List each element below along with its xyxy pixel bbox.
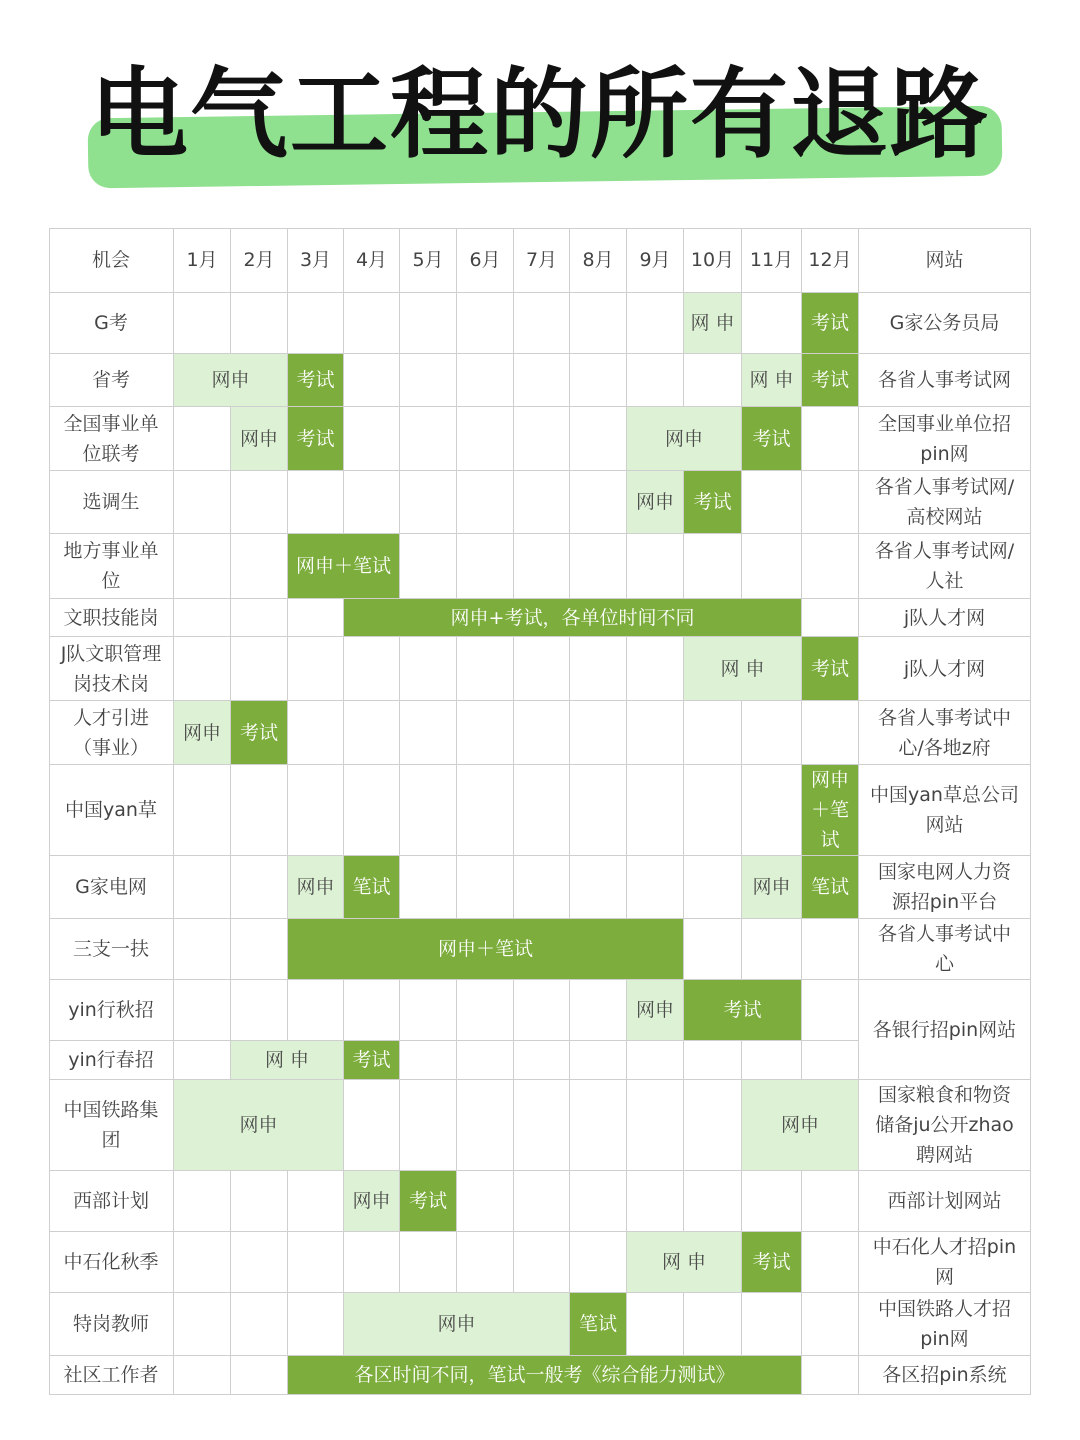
row-name: 西部计划 bbox=[49, 1171, 174, 1232]
month-cell bbox=[174, 534, 231, 599]
page-title: 电气工程的所有退路 bbox=[89, 58, 990, 172]
month-cell bbox=[570, 980, 627, 1041]
row-name: 中石化秋季 bbox=[49, 1232, 174, 1293]
month-cell bbox=[514, 980, 570, 1041]
row-site: 西部计划网站 bbox=[859, 1171, 1031, 1232]
month-cell bbox=[802, 1171, 859, 1232]
month-cell bbox=[344, 1232, 400, 1293]
row-site: 中国铁路人才招pin网 bbox=[859, 1293, 1031, 1356]
month-cell bbox=[514, 856, 570, 919]
header-month: 11月 bbox=[742, 228, 802, 293]
row-name: yin行春招 bbox=[49, 1041, 174, 1080]
month-cell bbox=[174, 1293, 231, 1356]
month-cell bbox=[174, 1356, 231, 1395]
schedule-bar: 网申 bbox=[627, 980, 683, 1040]
schedule-bar: 网 申 bbox=[627, 1232, 741, 1292]
month-cell bbox=[344, 471, 400, 534]
header-month: 9月 bbox=[627, 228, 684, 293]
schedule-bar: 考试 bbox=[684, 471, 741, 533]
row-site: 中石化人才招pin网 bbox=[859, 1232, 1031, 1293]
header-month: 8月 bbox=[570, 228, 627, 293]
month-cell bbox=[231, 856, 288, 919]
schedule-bar: 网申＋笔试 bbox=[288, 919, 683, 979]
month-cell bbox=[570, 293, 627, 354]
month-cell bbox=[514, 637, 570, 701]
schedule-bar: 网申 bbox=[627, 407, 741, 470]
schedule-bar: 网申＋笔试 bbox=[288, 534, 399, 598]
month-cell bbox=[457, 856, 514, 919]
row-site: 各区招pin系统 bbox=[859, 1356, 1031, 1395]
schedule-bar: 网申 bbox=[174, 701, 230, 764]
month-cell bbox=[288, 1171, 344, 1232]
schedule-bar: 网申＋笔试 bbox=[802, 765, 858, 855]
month-cell bbox=[802, 1293, 859, 1356]
row-name: G家电网 bbox=[49, 856, 174, 919]
row-name: 省考 bbox=[49, 354, 174, 407]
month-cell bbox=[742, 1171, 802, 1232]
month-cell bbox=[684, 534, 742, 599]
month-cell bbox=[514, 1232, 570, 1293]
header-chance: 机会 bbox=[49, 228, 174, 293]
schedule-bar: 考试 bbox=[742, 407, 801, 470]
month-cell bbox=[344, 701, 400, 765]
row-name: 特岗教师 bbox=[49, 1293, 174, 1356]
schedule-bar: 网申 bbox=[174, 354, 287, 406]
schedule-bar: 网申 bbox=[231, 407, 287, 470]
month-cell bbox=[344, 637, 400, 701]
month-cell bbox=[231, 980, 288, 1041]
month-cell bbox=[627, 354, 684, 407]
month-cell bbox=[742, 471, 802, 534]
month-cell bbox=[400, 534, 457, 599]
schedule-bar: 考试 bbox=[802, 637, 858, 700]
month-cell bbox=[344, 1080, 400, 1171]
month-cell bbox=[802, 919, 859, 980]
month-cell bbox=[400, 701, 457, 765]
row-site: G家公务员局 bbox=[859, 293, 1031, 354]
month-cell bbox=[684, 856, 742, 919]
month-cell bbox=[570, 1232, 627, 1293]
header-month: 6月 bbox=[457, 228, 514, 293]
row-name: 三支一扶 bbox=[49, 919, 174, 980]
month-cell bbox=[174, 407, 231, 471]
schedule-bar: 网申+考试，各单位时间不同 bbox=[344, 599, 801, 636]
schedule-bar: 笔试 bbox=[570, 1293, 626, 1355]
row-name: 选调生 bbox=[49, 471, 174, 534]
row-site: 各省人事考试中心 bbox=[859, 919, 1031, 980]
month-cell bbox=[288, 471, 344, 534]
month-cell bbox=[514, 407, 570, 471]
month-cell bbox=[570, 637, 627, 701]
header-month: 4月 bbox=[344, 228, 400, 293]
schedule-bar: 考试 bbox=[400, 1171, 456, 1231]
month-cell bbox=[570, 534, 627, 599]
month-cell bbox=[174, 1041, 231, 1080]
month-cell bbox=[231, 1293, 288, 1356]
month-cell bbox=[174, 919, 231, 980]
month-cell bbox=[400, 980, 457, 1041]
month-cell bbox=[684, 354, 742, 407]
schedule-bar: 网申 bbox=[174, 1080, 343, 1170]
month-cell bbox=[288, 599, 344, 637]
month-cell bbox=[344, 980, 400, 1041]
month-cell bbox=[457, 1171, 514, 1232]
schedule-bar: 网 申 bbox=[684, 293, 741, 353]
month-cell bbox=[684, 1293, 742, 1356]
month-cell bbox=[514, 471, 570, 534]
month-cell bbox=[514, 354, 570, 407]
schedule-bar: 网申 bbox=[288, 856, 343, 918]
header-month: 10月 bbox=[684, 228, 742, 293]
month-cell bbox=[457, 765, 514, 856]
row-site: 各省人事考试中心/各地z府 bbox=[859, 701, 1031, 765]
month-cell bbox=[802, 1041, 859, 1080]
month-cell bbox=[174, 471, 231, 534]
schedule-bar: 考试 bbox=[742, 1232, 801, 1292]
month-cell bbox=[684, 701, 742, 765]
month-cell bbox=[514, 765, 570, 856]
month-cell bbox=[570, 354, 627, 407]
header-site: 网站 bbox=[859, 228, 1031, 293]
month-cell bbox=[627, 856, 684, 919]
schedule-bar: 笔试 bbox=[344, 856, 399, 918]
month-cell bbox=[742, 765, 802, 856]
month-cell bbox=[174, 637, 231, 701]
month-cell bbox=[802, 407, 859, 471]
month-cell bbox=[288, 1293, 344, 1356]
month-cell bbox=[627, 293, 684, 354]
month-cell bbox=[174, 293, 231, 354]
row-name: J队文职管理岗技术岗 bbox=[49, 637, 174, 701]
schedule-bar: 网申 bbox=[627, 471, 683, 533]
row-site: j队人才网 bbox=[859, 599, 1031, 637]
schedule-bar: 考试 bbox=[288, 354, 343, 406]
month-cell bbox=[627, 1041, 684, 1080]
month-cell bbox=[570, 1041, 627, 1080]
month-cell bbox=[457, 637, 514, 701]
month-cell bbox=[514, 701, 570, 765]
schedule-bar: 网申 bbox=[742, 856, 801, 918]
month-cell bbox=[514, 293, 570, 354]
month-cell bbox=[288, 980, 344, 1041]
month-cell bbox=[742, 534, 802, 599]
month-cell bbox=[570, 765, 627, 856]
header-month: 5月 bbox=[400, 228, 457, 293]
row-name: 中国铁路集团 bbox=[49, 1080, 174, 1171]
month-cell bbox=[231, 293, 288, 354]
month-cell bbox=[457, 701, 514, 765]
month-cell bbox=[344, 354, 400, 407]
month-cell bbox=[627, 1171, 684, 1232]
month-cell bbox=[684, 765, 742, 856]
month-cell bbox=[802, 1356, 859, 1395]
month-cell bbox=[174, 599, 231, 637]
month-cell bbox=[400, 293, 457, 354]
month-cell bbox=[174, 856, 231, 919]
month-cell bbox=[802, 701, 859, 765]
schedule-bar: 考试 bbox=[344, 1041, 399, 1079]
schedule-bar: 考试 bbox=[288, 407, 343, 470]
month-cell bbox=[231, 637, 288, 701]
header-month: 3月 bbox=[288, 228, 344, 293]
month-cell bbox=[627, 1293, 684, 1356]
month-cell bbox=[570, 701, 627, 765]
month-cell bbox=[802, 980, 859, 1041]
month-cell bbox=[231, 599, 288, 637]
month-cell bbox=[627, 637, 684, 701]
month-cell bbox=[627, 701, 684, 765]
month-cell bbox=[457, 534, 514, 599]
month-cell bbox=[231, 1232, 288, 1293]
header-month: 1月 bbox=[174, 228, 231, 293]
row-site: 各省人事考试网/人社 bbox=[859, 534, 1031, 599]
month-cell bbox=[627, 1080, 684, 1171]
month-cell bbox=[231, 1356, 288, 1395]
month-cell bbox=[231, 765, 288, 856]
month-cell bbox=[400, 471, 457, 534]
month-cell bbox=[570, 1080, 627, 1171]
month-cell bbox=[231, 1171, 288, 1232]
schedule-bar: 网 申 bbox=[684, 637, 801, 700]
month-cell bbox=[457, 407, 514, 471]
month-cell bbox=[802, 534, 859, 599]
month-cell bbox=[400, 1041, 457, 1080]
row-site: 各省人事考试网 bbox=[859, 354, 1031, 407]
schedule-bar: 网申 bbox=[344, 1171, 399, 1231]
month-cell bbox=[400, 765, 457, 856]
month-cell bbox=[400, 354, 457, 407]
month-cell bbox=[802, 1232, 859, 1293]
schedule-bar: 网 申 bbox=[231, 1041, 343, 1079]
month-cell bbox=[514, 534, 570, 599]
month-cell bbox=[457, 354, 514, 407]
month-cell bbox=[514, 1171, 570, 1232]
schedule-bar: 考试 bbox=[802, 354, 858, 406]
month-cell bbox=[570, 407, 627, 471]
month-cell bbox=[570, 856, 627, 919]
month-cell bbox=[400, 1232, 457, 1293]
row-site: 各省人事考试网/高校网站 bbox=[859, 471, 1031, 534]
month-cell bbox=[174, 765, 231, 856]
month-cell bbox=[742, 1041, 802, 1080]
month-cell bbox=[742, 919, 802, 980]
month-cell bbox=[742, 701, 802, 765]
month-cell bbox=[514, 1041, 570, 1080]
schedule-bar: 考试 bbox=[231, 701, 287, 764]
header-month: 7月 bbox=[514, 228, 570, 293]
row-name: 社区工作者 bbox=[49, 1356, 174, 1395]
month-cell bbox=[344, 293, 400, 354]
month-cell bbox=[400, 637, 457, 701]
month-cell bbox=[457, 980, 514, 1041]
month-cell bbox=[288, 701, 344, 765]
row-name: yin行秋招 bbox=[49, 980, 174, 1041]
month-cell bbox=[627, 534, 684, 599]
header-month: 12月 bbox=[802, 228, 859, 293]
month-cell bbox=[457, 1041, 514, 1080]
row-name: 中国yan草 bbox=[49, 765, 174, 856]
month-cell bbox=[400, 856, 457, 919]
month-cell bbox=[400, 407, 457, 471]
row-name: 全国事业单位联考 bbox=[49, 407, 174, 471]
month-cell bbox=[400, 1080, 457, 1171]
month-cell bbox=[344, 765, 400, 856]
month-cell bbox=[344, 407, 400, 471]
row-name: 文职技能岗 bbox=[49, 599, 174, 637]
month-cell bbox=[802, 471, 859, 534]
row-site: 各银行招pin网站 bbox=[859, 980, 1031, 1080]
month-cell bbox=[684, 1041, 742, 1080]
row-site: 国家粮食和物资储备ju公开zhao聘网站 bbox=[859, 1080, 1031, 1171]
month-cell bbox=[288, 1232, 344, 1293]
month-cell bbox=[231, 919, 288, 980]
month-cell bbox=[742, 1293, 802, 1356]
month-cell bbox=[288, 765, 344, 856]
month-cell bbox=[457, 1232, 514, 1293]
month-cell bbox=[742, 293, 802, 354]
schedule-bar: 网 申 bbox=[742, 354, 801, 406]
schedule-bar: 网申 bbox=[344, 1293, 569, 1355]
month-cell bbox=[570, 1171, 627, 1232]
month-cell bbox=[457, 471, 514, 534]
month-cell bbox=[514, 1080, 570, 1171]
row-name: 地方事业单位 bbox=[49, 534, 174, 599]
row-name: 人才引进（事业） bbox=[49, 701, 174, 765]
month-cell bbox=[684, 1171, 742, 1232]
month-cell bbox=[570, 471, 627, 534]
header-month: 2月 bbox=[231, 228, 288, 293]
row-site: 国家电网人力资源招pin平台 bbox=[859, 856, 1031, 919]
row-site: 全国事业单位招pin网 bbox=[859, 407, 1031, 471]
month-cell bbox=[288, 637, 344, 701]
row-site: 中国yan草总公司网站 bbox=[859, 765, 1031, 856]
month-cell bbox=[231, 471, 288, 534]
month-cell bbox=[457, 1080, 514, 1171]
schedule-bar: 网申 bbox=[742, 1080, 858, 1170]
month-cell bbox=[174, 980, 231, 1041]
month-cell bbox=[802, 599, 859, 637]
schedule-bar: 各区时间不同，笔试一般考《综合能力测试》 bbox=[288, 1356, 801, 1394]
schedule-bar: 笔试 bbox=[802, 856, 858, 918]
month-cell bbox=[288, 293, 344, 354]
month-cell bbox=[174, 1232, 231, 1293]
row-site: j队人才网 bbox=[859, 637, 1031, 701]
row-name: G考 bbox=[49, 293, 174, 354]
month-cell bbox=[684, 1080, 742, 1171]
month-cell bbox=[684, 919, 742, 980]
month-cell bbox=[627, 765, 684, 856]
schedule-bar: 考试 bbox=[684, 980, 801, 1040]
month-cell bbox=[174, 1171, 231, 1232]
schedule-bar: 考试 bbox=[802, 293, 858, 353]
month-cell bbox=[457, 293, 514, 354]
month-cell bbox=[231, 534, 288, 599]
